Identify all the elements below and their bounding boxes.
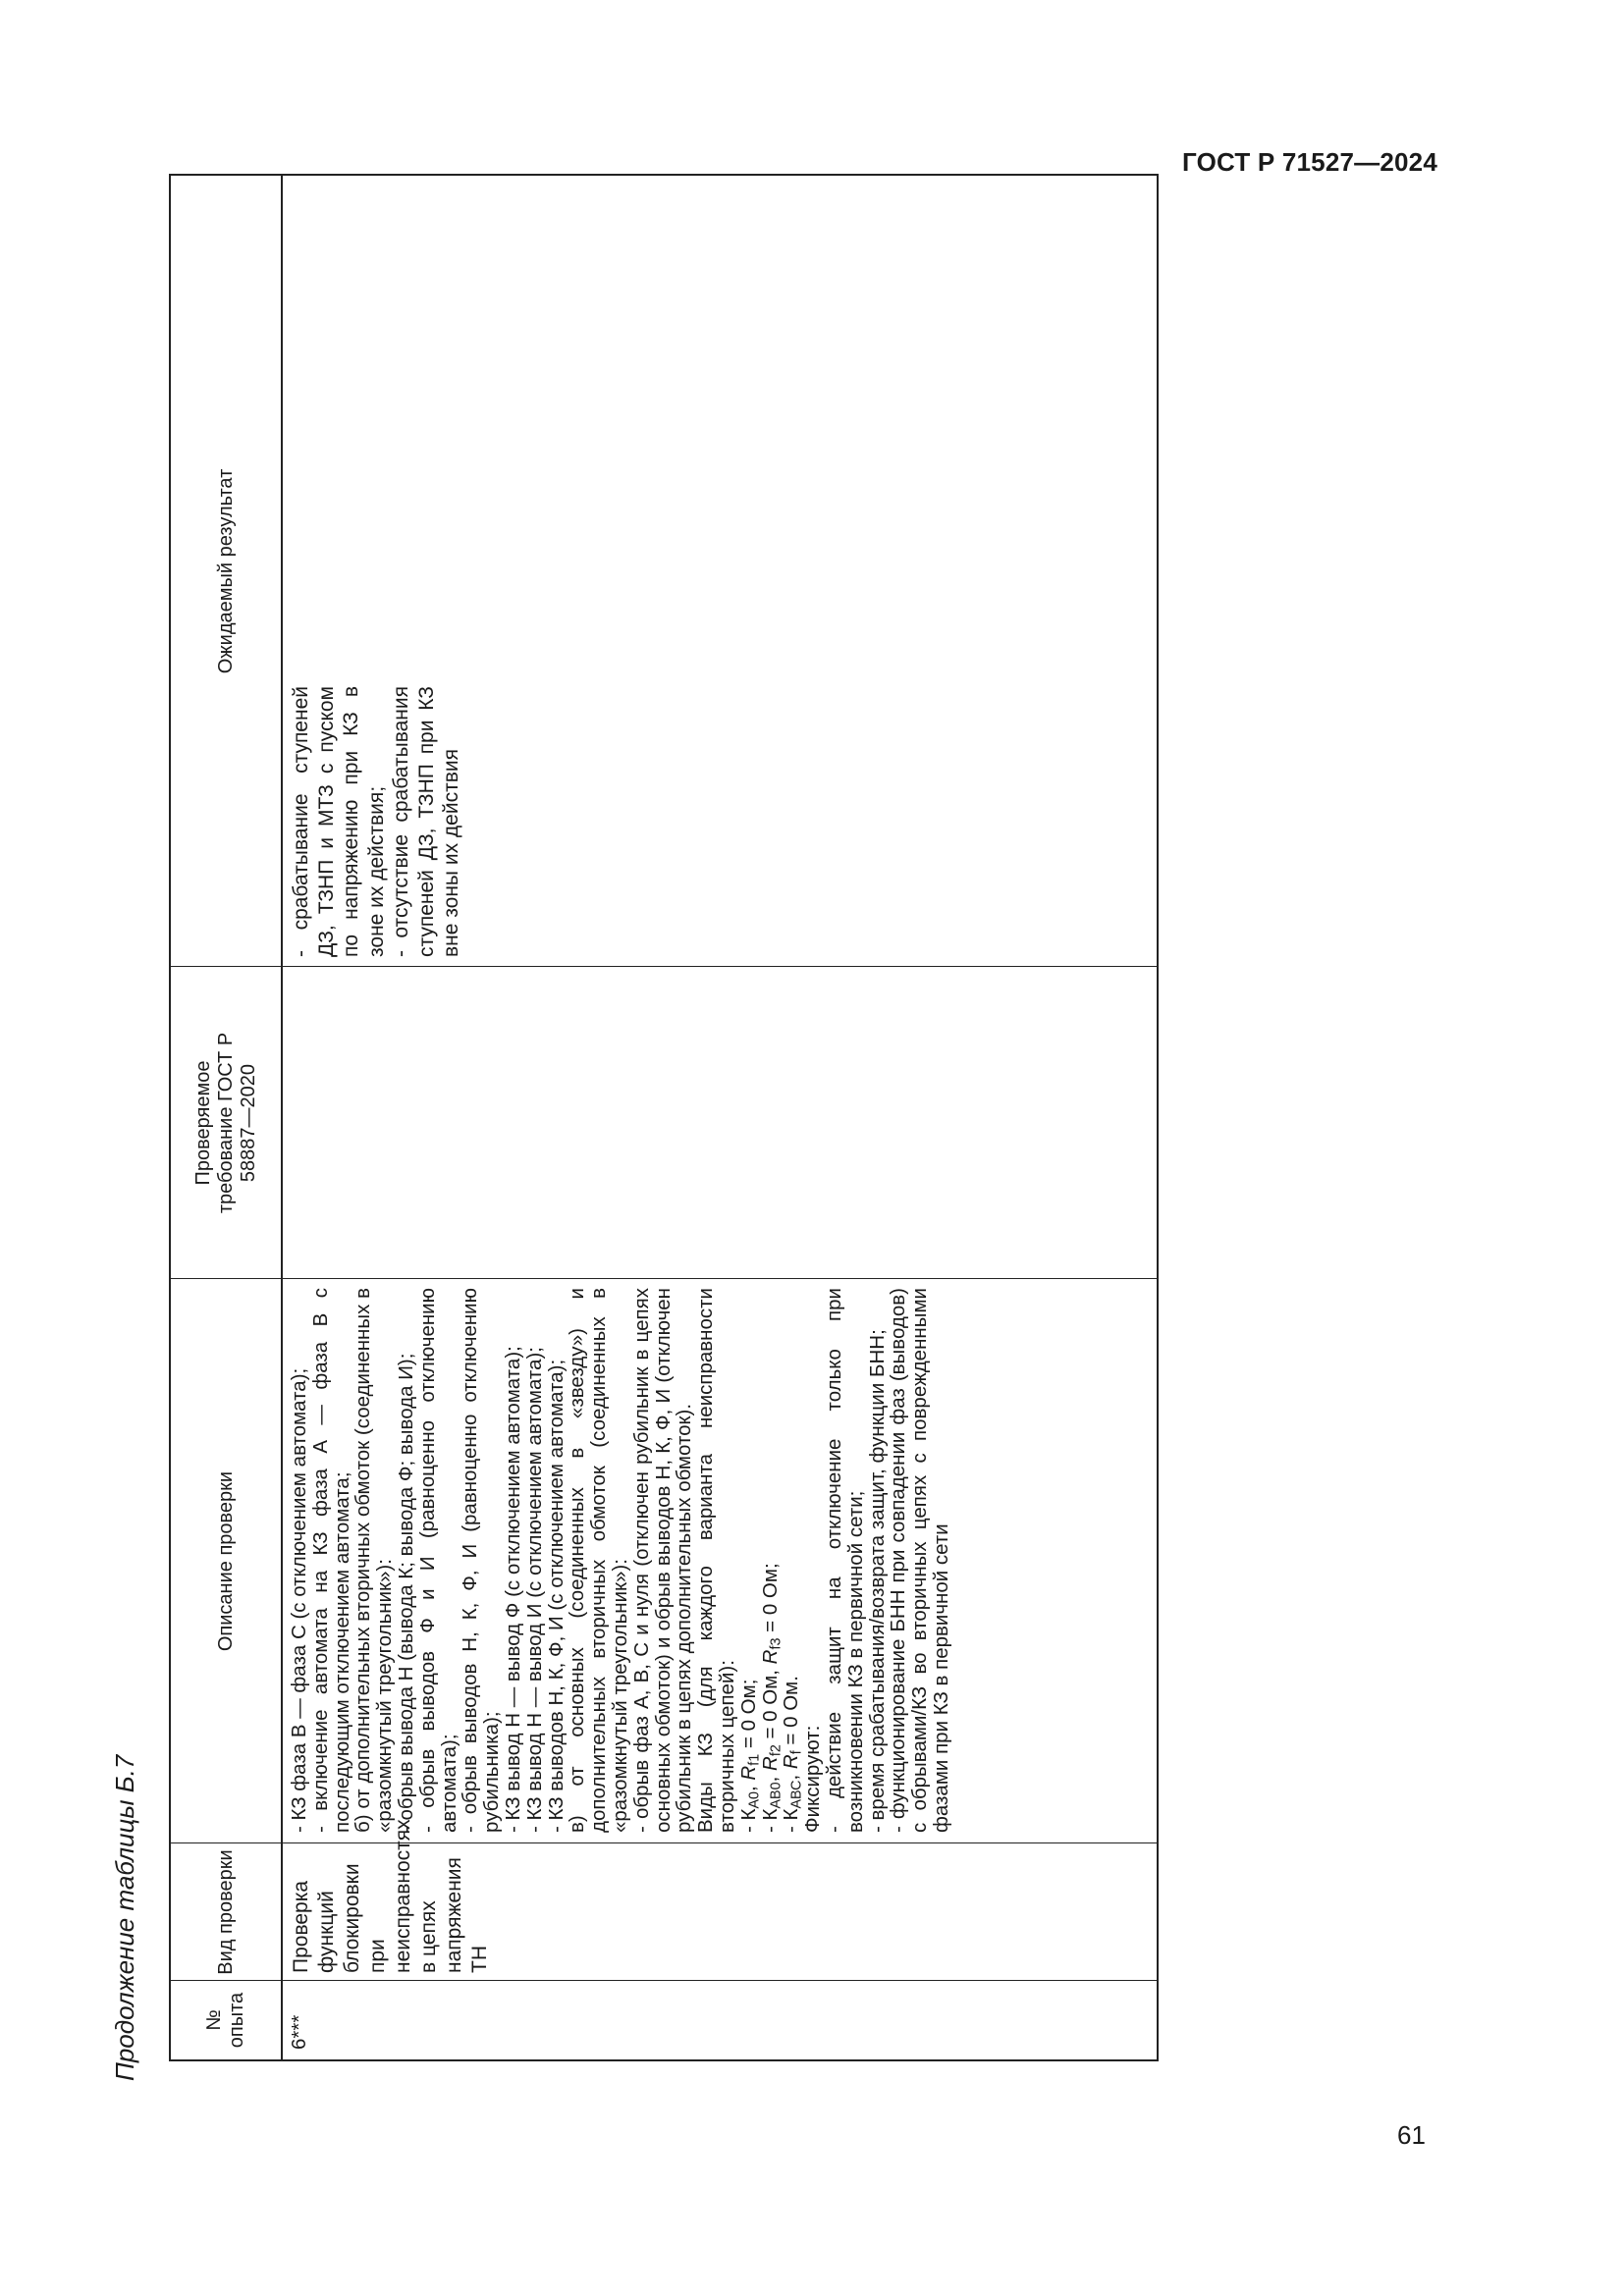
description-line: - КЗ вывод Н — вывод Ф (с отключением автомата); bbox=[501, 1346, 524, 1833]
header-label-requirement: Проверяемое требование ГОСТ Р 58887—2020 bbox=[191, 1032, 259, 1214]
description-line: Фиксируют: bbox=[801, 1725, 825, 1833]
header-label-expected: Ожидаемый результат bbox=[214, 468, 237, 674]
row-expected-result bbox=[289, 686, 464, 957]
description-line: - действие защит на отключение только при возникновении КЗ в первичной сети; bbox=[822, 1288, 867, 1833]
header-cell-number bbox=[171, 1981, 281, 2059]
column-divider bbox=[171, 1842, 1157, 1843]
header-label-description: Описание проверки bbox=[214, 1470, 237, 1652]
header-label-number: № опыта bbox=[203, 1992, 247, 2049]
fault-type-line: - $К_{АВС}$, $R_f = 0$ Ом. bbox=[780, 1676, 805, 1833]
description-line: Виды КЗ (для каждого варианта неисправности вторичных цепей): bbox=[694, 1288, 738, 1833]
document-code: ГОСТ Р 71527—2024 bbox=[1182, 147, 1437, 177]
header-cell-requirement bbox=[171, 967, 281, 1279]
row-description bbox=[289, 1288, 952, 1833]
description-line: - обрыв выводов Ф и И (равноценно отключению автомата); bbox=[415, 1288, 460, 1833]
table-header bbox=[171, 176, 283, 2059]
description-line: - обрыв фаз А, В, С и нуля (отключен рубильник в цепях основных обмоток) и обрыв выводов Н, К, Ф, И (отключен рубильник в цепях дополнительных обмоток). bbox=[629, 1288, 696, 1833]
column-divider bbox=[171, 966, 1157, 967]
table-caption: Продолжение таблицы Б.7 bbox=[110, 1754, 139, 2081]
description-line: в) от основных (соединенных в «звезду») и дополнительных вторичных обмоток (соединенных в «разомкнутый треугольник»): bbox=[566, 1288, 631, 1833]
header-label-check-type: Вид проверки bbox=[214, 1849, 237, 1975]
row-number: 6*** bbox=[288, 2014, 310, 2050]
column-divider bbox=[171, 1980, 1157, 1981]
description-line: - обрыв выводов Н, К, Ф, И (равноценно отключению рубильника); bbox=[459, 1288, 504, 1833]
expected-line: - отсутствие срабатывания ступеней ДЗ, ТЗНП при КЗ вне зоны их действия bbox=[390, 686, 462, 957]
expected-line: - срабатывание ступеней ДЗ, ТЗНП и МТЗ с пуском по напряжению при КЗ в зоне их действия; bbox=[290, 686, 388, 957]
description-line: - КЗ вывод Н — вывод И (с отключением автомата); bbox=[522, 1347, 546, 1833]
page-number: 61 bbox=[1397, 2120, 1426, 2150]
fault-type-line: - $К_{А0}$, $R_{f1} = 0$ Ом; bbox=[736, 1679, 763, 1833]
fault-type-line: - $К_{АВ0}$, $R_{f2} = 0$ Ом, $R_{f3} = 0$ Ом; bbox=[758, 1563, 785, 1833]
description-line: - обрыв вывода Н (вывода К; вывода Ф; вывода И); bbox=[394, 1353, 417, 1833]
description-line: - включение автомата на КЗ фаза А — фаза В с последующим отключением автомата; bbox=[308, 1288, 353, 1833]
column-divider bbox=[171, 1278, 1157, 1279]
header-cell-description bbox=[171, 1279, 281, 1843]
header-cell-expected bbox=[171, 176, 281, 967]
description-line: - КЗ фаза В — фаза С (с отключением автомата); bbox=[288, 1367, 310, 1833]
description-line: - КЗ выводов Н, К, Ф, И (с отключением автомата); bbox=[544, 1359, 568, 1833]
table bbox=[169, 174, 1159, 2061]
description-line: б) от дополнительных вторичных обмоток (соединенных в «разомкнутый треугольник»): bbox=[352, 1288, 397, 1833]
header-cell-check-type bbox=[171, 1843, 281, 1981]
row-check-type: Проверка функций блокировки при неисправностях в цепях напряжения ТН bbox=[290, 1819, 491, 1973]
description-line: - время срабатывания/возврата защит, функции БНН; bbox=[865, 1329, 889, 1833]
rotated-page-content bbox=[110, 73, 1276, 2081]
description-line: - функционирование БНН при совпадении фаз (выводов) с обрывами/КЗ во вторичных цепях с поврежденными фазами при КЗ в первичной сети bbox=[887, 1288, 952, 1833]
